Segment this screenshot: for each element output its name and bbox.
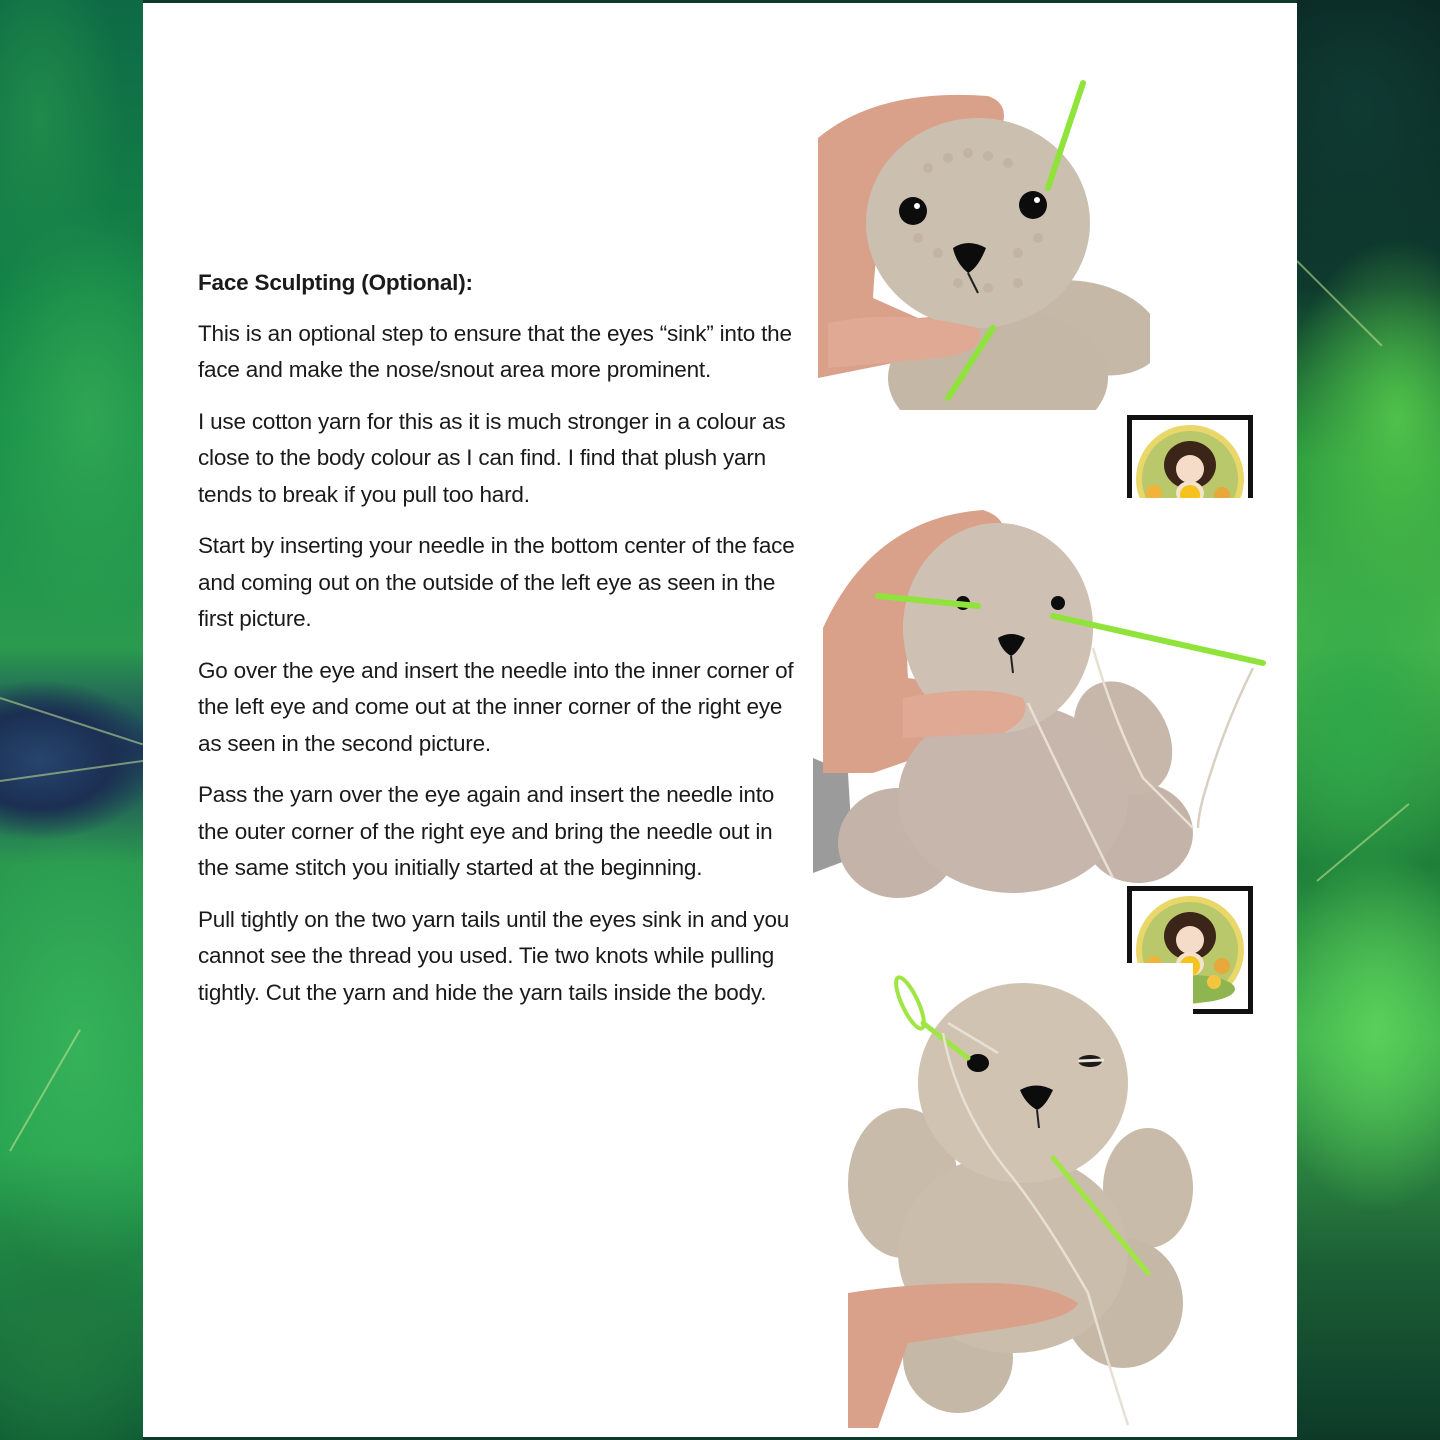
section-heading: Face Sculpting (Optional): [198, 270, 473, 295]
paragraph-step-3: Pass the yarn over the eye again and insert the needle into the outer corner of the right eye and bring the needle out in the same stitch you initially started at the beginning. [198, 782, 775, 880]
paragraph-step-2: Go over the eye and insert the needle into the inner corner of the left eye and come out at the inner corner of the right eye as seen in the second picture. [198, 657, 794, 756]
step-photo-1 [818, 78, 1150, 410]
step-photo-2 [813, 498, 1268, 918]
leaf-background-left [0, 0, 143, 1440]
leaf-background-right [1297, 0, 1440, 1440]
paragraph-finish: Pull tightly on the two yarn tails until the eyes sink in and you cannot see the thread you used. Tie two knots while pulling tightly. Cut the yarn and hide the yarn tails inside the body. [198, 906, 790, 1005]
paragraph-yarn-choice: I use cotton yarn for this as it is much stronger in a colour as close to the body colour as I can find. I find that plush yarn tends to break if you pull too hard. [198, 408, 786, 507]
paragraph-intro: This is an optional step to ensure that the eyes “sink” into the face and make the nose/snout area more prominent. [198, 320, 792, 382]
step-photo-3 [848, 963, 1193, 1428]
paragraph-step-1: Start by inserting your needle in the bottom center of the face and coming out on the outside of the left eye as seen in the first picture. [198, 533, 795, 631]
document-page [143, 3, 1297, 1437]
instructions-column [198, 265, 808, 1026]
